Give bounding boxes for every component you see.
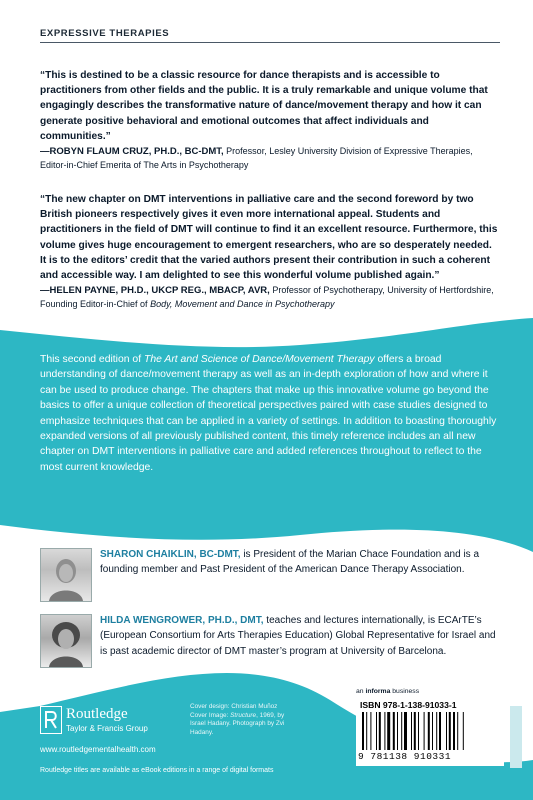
routledge-r-icon — [40, 706, 62, 734]
quote-1-role: Professor, Lesley University Division of Expressive Therapies, Editor-in-Chief Emerita of The Arts in Psychotherapy — [40, 146, 473, 170]
series-divider — [40, 42, 500, 43]
quote-2-attribution — [40, 284, 500, 311]
description-body: offers a broad understanding of dance/movement therapy as well as an in-depth exploration of how and where it can be used to produce change. The chapters that make up this innovative volume go beyond the basics to offer a unique collection of theoretical perspectives paired with case studies designed to emphasize techniques that can be applied in a variety of settings. In addition to boasting thoroughly expanded versions of all previously published content, this timely reference includes an all new chapter on DMT interventions in palliative care and added references throughout to reflect to the most current knowledge. — [40, 354, 497, 473]
series-label: EXPRESSIVE THERAPIES — [40, 28, 170, 39]
endorsement-quote-1 — [40, 68, 500, 172]
author-photo-hilda — [40, 614, 92, 668]
quote-2-author: —HELEN PAYNE, PH.D., UKCP REG., MBACP, AVR, — [40, 285, 270, 297]
ebook-notice: Routledge titles are available as eBook editions in a range of digital formats — [40, 767, 274, 774]
author-name-sharon: SHARON CHAIKLIN, BC-DMT, — [100, 549, 241, 560]
author-photo-sharon — [40, 548, 92, 602]
barcode-number: 9 781138 910331 — [358, 751, 452, 762]
publisher-name: Routledge — [66, 706, 128, 722]
author-bio-text-hilda: teaches and lectures internationally, is ECArTE’s (European Consortium for Arts Therapies Education) Global Representative for Israel and is past academic director of DMT master’s program at University of Barcelona. — [100, 615, 496, 657]
isbn-label: ISBN 978-1-138-91033-1 — [360, 700, 457, 710]
cover-credits — [190, 703, 300, 737]
quote-1-text: “This is destined to be a classic resource for dance therapists and is accessible to practitioners from other fields and the public. It is a truly remarkable and unique volume that engagingly describes the transformative nature of dance/movement therapy and how it can generate positive behavioral and emotional outcomes that affect individuals and communities.” — [40, 70, 488, 142]
description-lead: This second edition of — [40, 354, 142, 365]
barcode-panel — [356, 698, 504, 766]
author-bio-text-sharon: is President of the Marian Chace Foundation and is a founding member and Past President of the American Dance Therapy Association. — [100, 549, 480, 576]
book-description — [40, 352, 498, 475]
cover-image-credit: Cover Image: Structure, 1969, by Israel Hadany. Photograph by Zvi Hadany. — [190, 711, 285, 736]
quote-2-role-a: Professor of Psychotherapy, University of Hertfordshire, Founding Editor-in-Chief of — [40, 285, 494, 309]
cover-design-credit: Cover design: Christian Muñoz — [190, 703, 278, 710]
side-print-strip — [510, 706, 522, 768]
book-title: The Art and Science of Dance/Movement Therapy — [143, 354, 375, 365]
author-bio-sharon — [100, 547, 500, 578]
informa-brand: informa — [365, 688, 391, 695]
author-bio-hilda — [100, 613, 500, 659]
quote-1-author: —ROBYN FLAUM CRUZ, PH.D., BC-DMT, — [40, 146, 224, 158]
author-name-hilda: HILDA WENGROWER, PH.D., DMT, — [100, 615, 264, 626]
publisher-group: Taylor & Francis Group — [66, 724, 148, 733]
quote-1-attribution — [40, 145, 500, 172]
publisher-website[interactable]: www.routledgementalhealth.com — [40, 745, 156, 754]
endorsement-quote-2 — [40, 192, 500, 311]
barcode-icon — [362, 712, 498, 750]
informa-tagline: an informa business — [356, 688, 420, 695]
quote-2-text: “The new chapter on DMT interventions in palliative care and the second foreword by two British pioneers respectively gives it even more international appeal. Students and practitioners in the field of DMT will continue to find it an excellent resource. Furthermore, this volume gives huge encouragement to emergent researchers, who are so desperately needed. It is to the editors’ credit that the varied authors present their contribution in such a coherent and accessible way. I am delighted to see this wonderful volume published again.” — [40, 194, 498, 282]
quote-2-role-b: Body, Movement and Dance in Psychotherapy — [150, 298, 335, 309]
